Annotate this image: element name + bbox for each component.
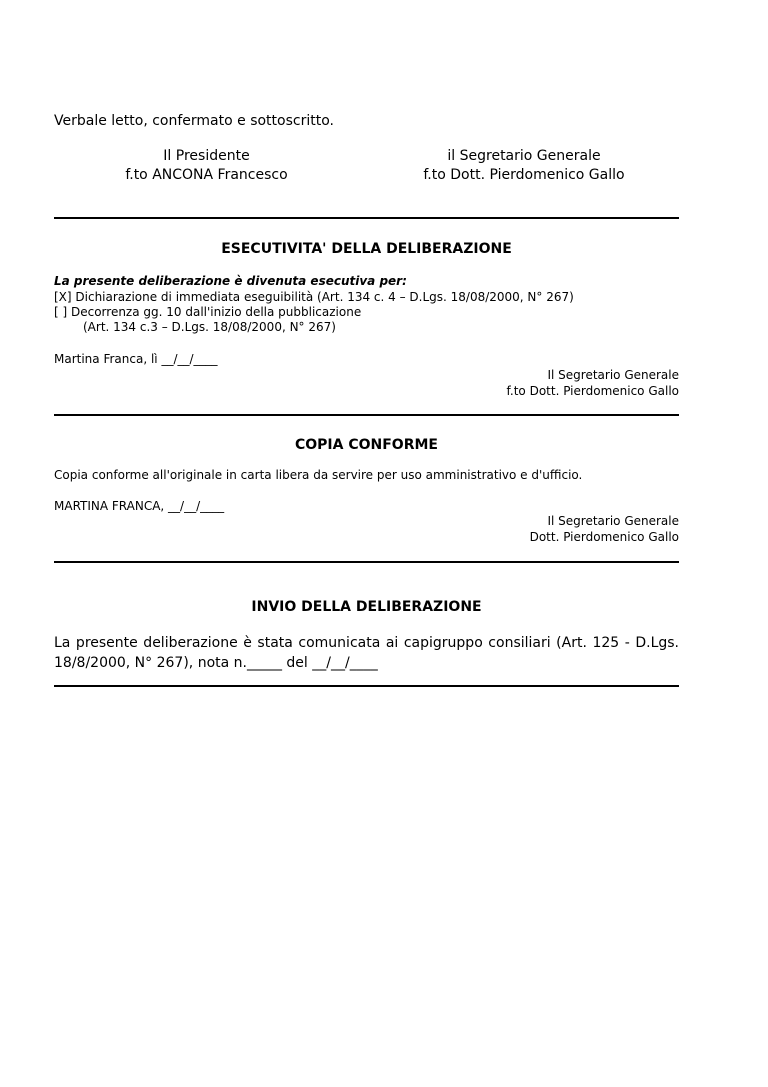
section-divider xyxy=(54,217,679,219)
approval-statement: Verbale letto, confermato e sottoscritto. xyxy=(54,113,334,129)
esecutivita-option-decorrenza-ref: (Art. 134 c.3 – D.Lgs. 18/08/2000, N° 267) xyxy=(83,320,336,334)
copia-heading: COPIA CONFORME xyxy=(295,437,438,453)
president-title: Il Presidente xyxy=(163,148,250,164)
section-divider xyxy=(54,414,679,416)
section-divider xyxy=(54,561,679,563)
esecutivita-option-immediate: [X] Dichiarazione di immediata eseguibilità (Art. 134 c. 4 – D.Lgs. 18/08/2000, N° 267) xyxy=(54,290,574,304)
esecutivita-place-date: Martina Franca, lì __/__/____ xyxy=(54,352,218,366)
esecutivita-option-decorrenza: [ ] Decorrenza gg. 10 dall'inizio della pubblicazione xyxy=(54,305,362,319)
secretary-name: f.to Dott. Pierdomenico Gallo xyxy=(423,167,625,183)
esecutivita-lead: La presente deliberazione è divenuta esecutiva per: xyxy=(54,274,407,288)
esecutivita-signer-title: Il Segretario Generale xyxy=(547,368,679,382)
invio-heading: INVIO DELLA DELIBERAZIONE xyxy=(251,599,482,615)
section-divider xyxy=(54,685,679,687)
copia-signer-title: Il Segretario Generale xyxy=(547,514,679,528)
president-name: f.to ANCONA Francesco xyxy=(125,167,288,183)
copia-text: Copia conforme all'originale in carta libera da servire per uso amministrativo e d'ufficio. xyxy=(54,468,583,482)
esecutivita-signer-name: f.to Dott. Pierdomenico Gallo xyxy=(506,384,679,398)
esecutivita-heading: ESECUTIVITA' DELLA DELIBERAZIONE xyxy=(221,241,512,257)
invio-text: La presente deliberazione è stata comunicata ai capigruppo consiliari (Art. 125 - D.Lgs. 18/8/2000, N° 267), nota n._____ del __/__/____ xyxy=(54,635,679,671)
copia-signer-name: Dott. Pierdomenico Gallo xyxy=(529,530,679,544)
copia-place-date: MARTINA FRANCA, __/__/____ xyxy=(54,499,225,513)
secretary-title: il Segretario Generale xyxy=(447,148,601,164)
